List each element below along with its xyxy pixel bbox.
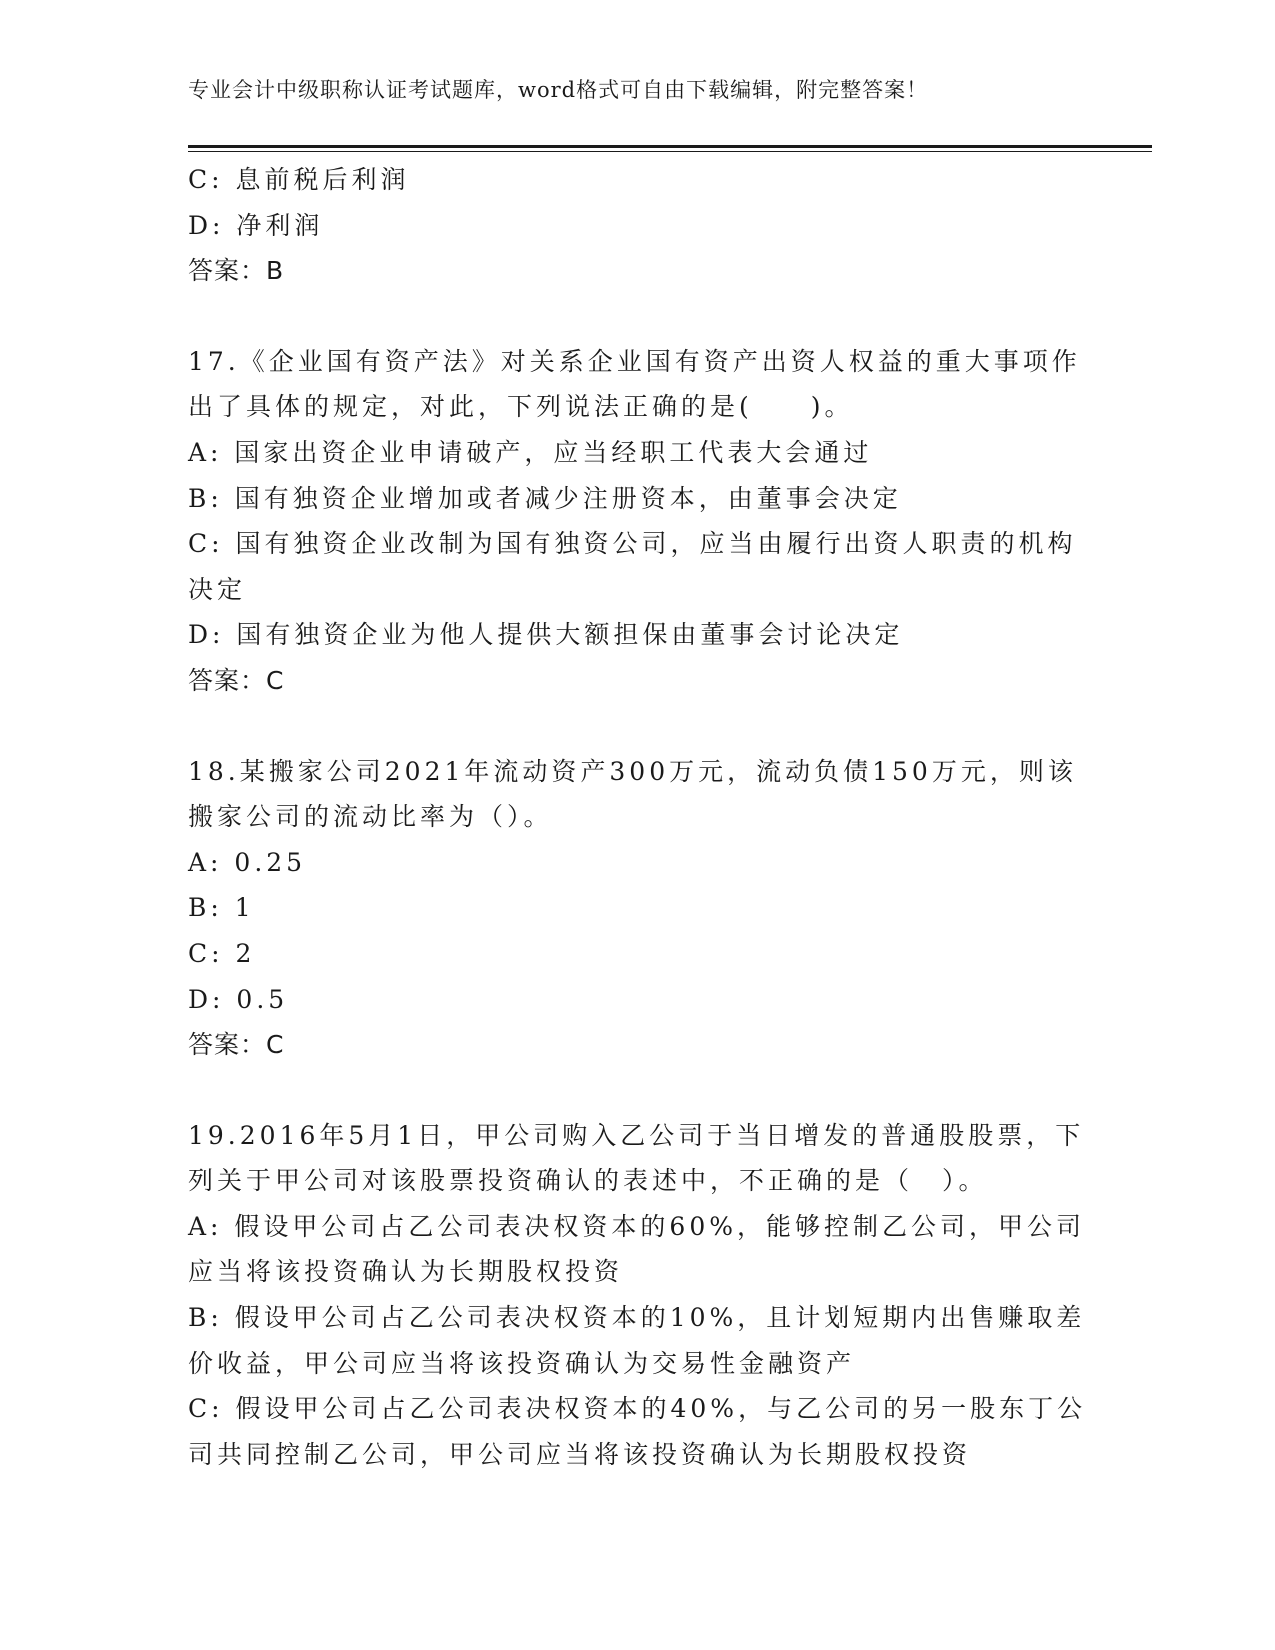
- option-c: C: 国有独资企业改制为国有独资公司，应当由履行出资人职责的机构: [188, 529, 1077, 559]
- option-c-continued: 司共同控制乙公司，甲公司应当将该投资确认为长期股权投资: [188, 1439, 972, 1469]
- question-stem-line: 出了具体的规定，对此，下列说法正确的是( )。: [188, 392, 854, 422]
- option-b: B: 假设甲公司占乙公司表决权资本的10%，且计划短期内出售赚取差: [188, 1303, 1086, 1333]
- question-18: [188, 749, 1088, 1068]
- option-c: C: 假设甲公司占乙公司表决权资本的40%，与乙公司的另一股东丁公: [188, 1394, 1087, 1424]
- question-stem-line: 17.《企业国有资产法》对关系企业国有资产出资人权益的重大事项作: [188, 346, 1081, 376]
- option-c-continued: 决定: [188, 574, 247, 604]
- option-b-continued: 价收益，甲公司应当将该投资确认为交易性金融资产: [188, 1348, 856, 1378]
- question-19: [188, 1113, 1088, 1478]
- option-d: D: 国有独资企业为他人提供大额担保由董事会讨论决定: [188, 620, 904, 650]
- question-content: [188, 157, 1088, 1477]
- option-d: D: 净利润: [188, 210, 324, 240]
- option-b: B: 国有独资企业增加或者减少注册资本，由董事会决定: [188, 483, 902, 513]
- option-a: A: 假设甲公司占乙公司表决权资本的60%，能够控制乙公司，甲公司: [188, 1211, 1085, 1241]
- answer-line: 答案：B: [188, 256, 285, 286]
- question-stem-line: 列关于甲公司对该股票投资确认的表述中，不正确的是（ ）。: [188, 1166, 988, 1196]
- question-stem-line: 搬家公司的流动比率为（）。: [188, 802, 553, 832]
- header-rule-thin: [188, 151, 1152, 152]
- answer-line: 答案：C: [188, 1030, 285, 1060]
- option-d: D: 0.5: [188, 984, 289, 1014]
- option-a: A: 国家出资企业申请破产，应当经职工代表大会通过: [188, 437, 873, 467]
- question-stem-line: 19.2016年5月1日，甲公司购入乙公司于当日增发的普通股股票，下: [188, 1120, 1085, 1150]
- option-c: C: 息前税后利润: [188, 165, 410, 194]
- header-rule-thick: [188, 145, 1152, 148]
- page-header: 专业会计中级职称认证考试题库，word格式可自由下载编辑，附完整答案！: [188, 78, 929, 102]
- option-b: B: 1: [188, 893, 255, 923]
- question-17: [188, 339, 1088, 704]
- question-stem-line: 18.某搬家公司2021年流动资产300万元，流动负债150万元，则该: [188, 756, 1077, 786]
- option-a: A: 0.25: [188, 847, 307, 877]
- option-c: C: 2: [188, 938, 256, 968]
- answer-line: 答案：C: [188, 665, 285, 695]
- option-a-continued: 应当将该投资确认为长期股权投资: [188, 1257, 624, 1287]
- question-16-tail: [188, 157, 1088, 294]
